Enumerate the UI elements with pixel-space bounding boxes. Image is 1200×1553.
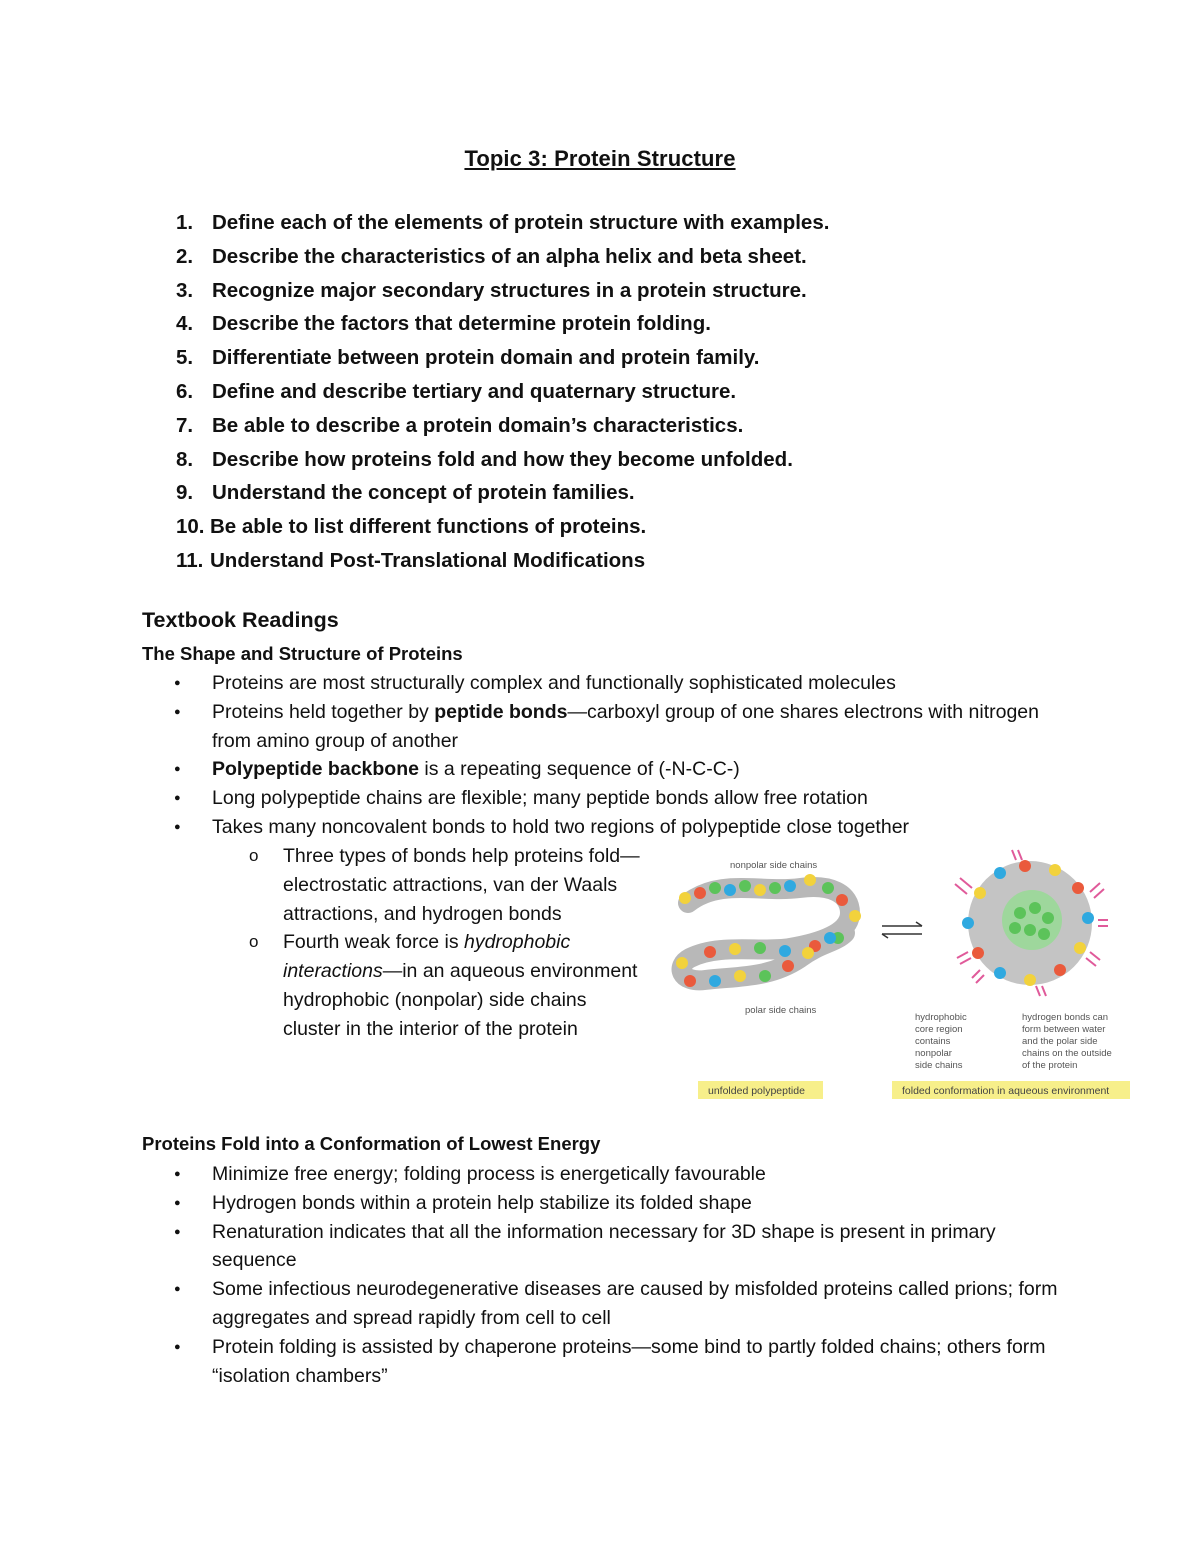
- label-line: of the protein: [1022, 1060, 1078, 1071]
- list-item: [142, 755, 1062, 784]
- bullet-text: —carboxyl group of one shares electrons with nitrogen from amino group of another: [212, 700, 1039, 752]
- list-item: [176, 274, 1076, 308]
- item-number: 6.: [176, 379, 194, 403]
- label-polar: polar side chains: [745, 1005, 817, 1016]
- section1-subbullets: [240, 842, 640, 1044]
- list-item: [142, 698, 1062, 756]
- item-number: 10.: [176, 515, 205, 539]
- list-item: [176, 240, 1076, 274]
- label-hydrophobic: [915, 1012, 967, 1071]
- bullet-text: Minimize free energy; folding process is energetically favourable: [212, 1163, 766, 1185]
- item-number: 1.: [176, 211, 194, 234]
- label-nonpolar: nonpolar side chains: [730, 860, 818, 871]
- item-text: Be able to describe a protein domain’s characteristics.: [212, 413, 744, 437]
- label-line: form between water: [1022, 1024, 1106, 1035]
- bold-term: Polypeptide backbone: [212, 758, 419, 781]
- bullet-text: Protein folding is assisted by chaperone proteins—some bind to partly folded chains; others form “isolation chambers”: [212, 1335, 1046, 1387]
- caption-left: unfolded polypeptide: [708, 1085, 805, 1097]
- item-text: Define each of the elements of protein structure with examples.: [212, 211, 830, 234]
- item-text: Recognize major secondary structures in a protein structure.: [212, 278, 807, 302]
- item-number: 11.: [176, 548, 204, 572]
- label-line: and the polar side: [1022, 1036, 1098, 1047]
- list-item: [142, 1160, 1062, 1189]
- item-text: Describe the factors that determine protein folding.: [212, 312, 711, 336]
- item-text: Describe the characteristics of an alpha helix and beta sheet.: [212, 244, 807, 268]
- bullet-text: —in an aqueous environment hydrophobic (nonpolar) side chains cluster in the interior of the protein: [283, 960, 638, 1040]
- page-title: Topic 3: Protein Structure: [464, 146, 736, 171]
- list-item: [142, 784, 1062, 813]
- item-text: Describe how proteins fold and how they become unfolded.: [212, 447, 793, 471]
- list-item: [240, 842, 640, 928]
- bullet-text: Fourth weak force is: [283, 931, 464, 954]
- italic-term: hydrophobic interactions: [283, 931, 571, 983]
- list-item: [142, 1333, 1062, 1391]
- list-item: [176, 206, 1076, 240]
- list-item: [142, 1275, 1062, 1333]
- bullet-text: Long polypeptide chains are flexible; many peptide bonds allow free rotation: [212, 787, 868, 810]
- label-line: hydrophobic: [915, 1012, 967, 1023]
- bullet-text: is a repeating sequence of (-N-C-C-): [418, 758, 740, 781]
- list-item: [240, 928, 640, 1043]
- caption-right: folded conformation in aqueous environment: [902, 1085, 1110, 1097]
- item-number: 3.: [176, 278, 194, 302]
- list-item: [176, 409, 1076, 443]
- label-line: nonpolar: [915, 1048, 952, 1059]
- protein-folding-figure: [660, 848, 1140, 1108]
- label-line: side chains: [915, 1060, 963, 1071]
- equilibrium-arrows: [882, 922, 922, 938]
- bullet-text: Hydrogen bonds within a protein help stabilize its folded shape: [212, 1191, 752, 1214]
- bullet-text: Takes many noncovalent bonds to hold two regions of polypeptide close together: [212, 815, 910, 838]
- list-item: [176, 341, 1076, 375]
- list-item: [142, 813, 1062, 842]
- bold-term: peptide bonds: [434, 700, 568, 723]
- item-number: 2.: [176, 244, 194, 268]
- label-line: core region: [915, 1024, 963, 1035]
- label-line: contains: [915, 1036, 951, 1047]
- list-item: [176, 476, 1076, 510]
- list-item: [176, 544, 1076, 578]
- list-item: [142, 1218, 1062, 1276]
- item-number: 5.: [176, 346, 194, 370]
- item-text: Understand Post-Translational Modifications: [210, 548, 646, 572]
- item-text: Define and describe tertiary and quaternary structure.: [212, 379, 737, 403]
- section-heading-fold: Proteins Fold into a Conformation of Lowest Energy: [142, 1133, 601, 1154]
- bullet-text: Proteins are most structurally complex and functionally sophisticated molecules: [212, 672, 896, 694]
- list-item: [142, 1189, 1062, 1218]
- readings-heading: Textbook Readings: [142, 608, 339, 632]
- label-line: chains on the outside: [1022, 1048, 1112, 1059]
- list-item: [176, 375, 1076, 409]
- item-number: 4.: [176, 312, 194, 336]
- list-item: [176, 307, 1076, 341]
- folding-diagram: [660, 848, 1140, 1108]
- objectives-list: [176, 206, 1076, 578]
- bullet-text: Some infectious neurodegenerative diseases are caused by misfolded proteins called prions; form aggregates and spread rapidly from cell to cell: [212, 1278, 1058, 1329]
- item-number: 7.: [176, 413, 194, 437]
- item-text: Differentiate between protein domain and protein family.: [212, 346, 760, 370]
- section2-bullets: [142, 1160, 1062, 1390]
- item-text: Be able to list different functions of proteins.: [210, 515, 647, 539]
- list-item: [176, 510, 1076, 544]
- label-hydrogen-bonds: [1022, 1012, 1112, 1071]
- item-text: Understand the concept of protein families.: [212, 481, 635, 505]
- item-number: 9.: [176, 481, 194, 505]
- unfolded-backbone: [682, 887, 850, 980]
- section-heading-shape: The Shape and Structure of Proteins: [142, 643, 463, 664]
- list-item: [142, 669, 1062, 698]
- item-number: 8.: [176, 447, 194, 471]
- bullet-text: Renaturation indicates that all the information necessary for 3D shape is present in primary sequence: [212, 1220, 996, 1272]
- section1-bullets: [142, 669, 1062, 842]
- bullet-text: Proteins held together by: [212, 700, 435, 723]
- label-line: hydrogen bonds can: [1022, 1012, 1109, 1023]
- list-item: [176, 443, 1076, 477]
- bullet-text: Three types of bonds help proteins fold—electrostatic attractions, van der Waals attractions, and hydrogen bonds: [283, 845, 640, 925]
